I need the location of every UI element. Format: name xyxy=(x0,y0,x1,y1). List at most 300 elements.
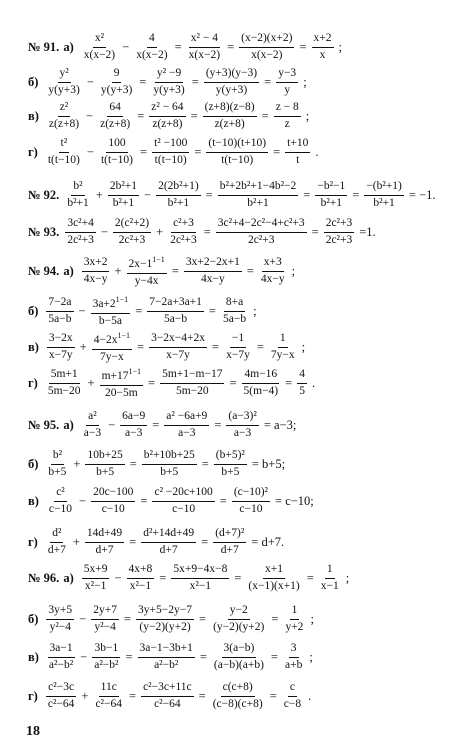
denominator: c²−64 xyxy=(154,697,181,710)
fraction xyxy=(246,563,301,594)
fraction xyxy=(149,101,185,132)
problem-number: № 93. xyxy=(28,224,60,239)
denominator: c−10 xyxy=(101,502,125,515)
numerator: t² −100 xyxy=(152,137,189,153)
numerator: z − 8 xyxy=(274,101,301,117)
denominator: b+5 xyxy=(160,465,179,478)
numerator: (a−3)² xyxy=(226,410,258,426)
denominator: d+7 xyxy=(47,543,66,556)
denominator: z(z+8) xyxy=(214,117,245,130)
operator: = xyxy=(246,264,254,279)
fraction xyxy=(98,101,132,132)
operator: = xyxy=(270,649,278,664)
numerator: c²+3 xyxy=(171,217,196,233)
fraction xyxy=(99,67,134,98)
operator: = xyxy=(139,74,147,89)
equation-row xyxy=(28,67,458,98)
operator: = xyxy=(256,340,264,355)
fraction xyxy=(85,449,124,480)
part-label: а) xyxy=(63,264,74,279)
fraction xyxy=(269,332,297,363)
numerator: (c−10)² xyxy=(232,486,270,502)
numerator: d² xyxy=(50,527,63,543)
operator: = xyxy=(159,570,167,585)
operator: + xyxy=(114,264,122,279)
numerator: c(c+8) xyxy=(221,681,255,697)
denominator: y(y+3) xyxy=(153,83,185,96)
denominator: x²−1 xyxy=(84,579,107,592)
operator: = xyxy=(203,224,211,239)
numerator: 8+a xyxy=(224,296,245,312)
operator: = xyxy=(199,649,207,664)
fraction xyxy=(82,563,110,594)
result-text: = d+7. xyxy=(251,534,285,549)
part-label: б) xyxy=(28,611,39,626)
result-text: ; xyxy=(309,649,313,664)
operator: = xyxy=(171,264,179,279)
equation-row xyxy=(28,681,458,712)
fraction xyxy=(283,642,304,673)
denominator: b²+1 xyxy=(112,196,135,209)
denominator: a²−b² xyxy=(154,658,179,671)
equation-row xyxy=(28,367,458,400)
fraction xyxy=(82,410,103,441)
numerator: 4 xyxy=(147,32,157,48)
denominator: (a−b)(a+b) xyxy=(213,658,264,671)
fraction xyxy=(82,32,117,63)
numerator: −(b²+1) xyxy=(364,180,404,196)
fraction xyxy=(226,410,258,441)
part-label: а) xyxy=(63,570,74,585)
fraction xyxy=(259,256,287,287)
fraction xyxy=(312,32,334,63)
fraction xyxy=(214,449,247,480)
result-text: ; xyxy=(253,304,257,319)
denominator: 2c²+3 xyxy=(118,233,146,246)
numerator: y² −9 xyxy=(155,67,183,83)
operator: = xyxy=(303,187,311,202)
numerator: y−2 xyxy=(228,604,250,620)
result-text: ; xyxy=(303,74,307,89)
numerator: 1 xyxy=(278,332,288,348)
numerator: (b+5)² xyxy=(214,449,247,465)
fraction xyxy=(141,681,194,712)
fraction xyxy=(82,256,110,287)
numerator: 4m−16 xyxy=(242,368,279,384)
operator: = xyxy=(264,74,272,89)
denominator: c²−64 xyxy=(95,697,122,710)
denominator: 5a−b xyxy=(48,313,72,326)
operator: = xyxy=(299,39,307,54)
result-text: ; xyxy=(338,39,342,54)
operator: − xyxy=(79,611,87,626)
denominator: y xyxy=(284,83,291,96)
denominator: 2c²+3 xyxy=(67,233,94,246)
part-label: г) xyxy=(28,144,38,159)
denominator: x−7y xyxy=(48,349,73,362)
page-number: 18 xyxy=(26,724,40,739)
numerator: c xyxy=(288,681,297,697)
fraction xyxy=(46,604,74,635)
denominator: 5(m−4) xyxy=(243,385,279,398)
operator: = xyxy=(208,304,216,319)
operator: = xyxy=(190,108,198,123)
part-label: в) xyxy=(28,493,39,508)
numerator: 9 xyxy=(112,67,122,83)
fraction xyxy=(127,563,155,594)
fraction xyxy=(46,137,82,168)
fraction xyxy=(47,101,81,132)
operator: − xyxy=(86,144,94,159)
equation-row xyxy=(28,255,458,288)
denominator: b²+1 xyxy=(247,196,269,209)
operator: = xyxy=(129,688,137,703)
denominator: x(x−2) xyxy=(251,48,283,61)
numerator: a² −6a+9 xyxy=(164,410,209,426)
numerator: −b²−1 xyxy=(315,180,347,196)
numerator: x² − 4 xyxy=(189,32,220,48)
denominator: a−3 xyxy=(83,426,102,439)
part-label: в) xyxy=(28,649,39,664)
denominator: c−10 xyxy=(172,502,196,515)
denominator: 4x−y xyxy=(83,273,108,286)
equation-row xyxy=(28,101,458,132)
operator: + xyxy=(87,376,95,391)
equation-row xyxy=(28,217,458,248)
numerator: 2y+7 xyxy=(91,604,119,620)
denominator: 2c²+3 xyxy=(247,233,275,246)
fraction xyxy=(47,332,75,363)
denominator: a²−b² xyxy=(94,658,119,671)
numerator: 2b²+1 xyxy=(108,180,139,196)
numerator: t² xyxy=(59,137,70,153)
operator: = xyxy=(306,570,314,585)
numerator: 3y+5 xyxy=(46,604,74,620)
denominator: b+5 xyxy=(48,465,67,478)
numerator: 3−2x xyxy=(47,332,75,348)
denominator: y(y+3) xyxy=(215,83,248,96)
numerator: 5x+9−4x−8 xyxy=(171,563,229,579)
numerator: (d+7)² xyxy=(213,527,246,543)
fraction xyxy=(324,217,355,248)
numerator: 3x+2−2x+1 xyxy=(184,256,242,272)
fraction xyxy=(136,604,194,635)
operator: = xyxy=(212,340,220,355)
numerator: 3y+5−2y−7 xyxy=(136,604,194,620)
denominator: y(y+3) xyxy=(48,83,80,96)
equation-row xyxy=(28,604,458,635)
operator: = xyxy=(199,611,207,626)
result-text: . xyxy=(308,688,312,703)
part-label: б) xyxy=(28,456,39,471)
operator: = xyxy=(152,417,160,432)
fraction xyxy=(142,449,197,480)
numerator: (x−2)(x+2) xyxy=(239,32,294,48)
denominator: 2c²+3 xyxy=(325,233,353,246)
equation-row xyxy=(28,486,458,517)
fraction xyxy=(274,101,301,132)
fraction xyxy=(211,681,265,712)
operator: = xyxy=(140,144,148,159)
operator: − xyxy=(79,493,87,508)
fraction xyxy=(46,296,73,327)
numerator: y−3 xyxy=(276,67,298,83)
fraction xyxy=(85,527,124,558)
denominator: 7y−x xyxy=(99,350,124,363)
numerator: x+2 xyxy=(312,32,334,48)
denominator: a+b xyxy=(284,658,303,671)
operator: = xyxy=(129,456,137,471)
equation-row xyxy=(28,563,458,594)
operator: = xyxy=(140,493,148,508)
operator: = xyxy=(123,611,132,626)
fraction xyxy=(113,217,151,248)
fraction xyxy=(285,137,310,168)
part-label: б) xyxy=(28,304,39,319)
equation-row xyxy=(28,410,458,441)
numerator: b² xyxy=(51,449,64,465)
result-text: ; xyxy=(305,108,310,123)
numerator: 3(a−b) xyxy=(222,642,257,658)
denominator: d+7 xyxy=(95,543,114,556)
operator: = xyxy=(135,304,143,319)
fraction xyxy=(91,604,119,635)
operator: − xyxy=(78,304,86,319)
result-text: = −1. xyxy=(408,187,436,202)
problem-number: № 94. xyxy=(28,264,60,279)
denominator: b²+1 xyxy=(373,196,395,209)
operator: + xyxy=(79,340,87,355)
result-text: ; xyxy=(291,264,296,279)
denominator: 4x−y xyxy=(200,273,225,286)
operator: − xyxy=(86,74,94,89)
operator: − xyxy=(80,649,88,664)
fraction xyxy=(46,681,77,712)
fraction xyxy=(187,32,222,63)
denominator: z(z+8) xyxy=(48,117,80,130)
fraction xyxy=(171,563,229,594)
operator: − xyxy=(114,570,122,585)
denominator: y²−4 xyxy=(49,620,72,633)
numerator: $m+17^{1-1}$ xyxy=(100,367,143,386)
denominator: 5 xyxy=(299,385,305,398)
numerator: 3b−1 xyxy=(92,642,120,658)
numerator: c²−3c+11c xyxy=(141,681,194,697)
operator: = xyxy=(229,376,237,391)
operator: − xyxy=(86,108,94,123)
numerator: 11c xyxy=(99,681,119,697)
fraction xyxy=(149,332,207,363)
fraction xyxy=(47,642,75,673)
numerator: $2x-1^{1-1}$ xyxy=(127,255,167,274)
numerator: 3 xyxy=(289,642,299,658)
numerator: z² xyxy=(58,101,71,117)
numerator: 3−2x−4+2x xyxy=(149,332,207,348)
result-text: ; xyxy=(310,611,314,626)
numerator: 3a−1−3b+1 xyxy=(138,642,195,658)
operator: − xyxy=(122,39,130,54)
equation-row xyxy=(28,32,458,63)
fraction xyxy=(108,180,139,211)
fraction xyxy=(152,486,214,517)
fraction xyxy=(364,180,404,211)
denominator: t(t−10) xyxy=(47,153,80,166)
operator: + xyxy=(95,187,103,202)
fraction xyxy=(127,255,167,288)
fraction xyxy=(239,32,294,63)
fraction xyxy=(206,137,268,168)
fraction xyxy=(218,180,299,211)
operator: = xyxy=(174,39,182,54)
fraction xyxy=(213,527,246,558)
operator: + xyxy=(72,534,80,549)
numerator: 20c−100 xyxy=(91,486,135,502)
result-text: = b+5; xyxy=(251,456,286,471)
denominator: t(t−10) xyxy=(100,153,133,166)
numerator: x² xyxy=(93,32,106,48)
operator: = xyxy=(352,187,360,202)
denominator: t(t−10) xyxy=(154,153,187,166)
numerator: a² xyxy=(86,410,99,426)
fraction xyxy=(315,180,347,211)
numerator: d²+14d+49 xyxy=(141,527,196,543)
problem-number: № 91. xyxy=(28,39,60,54)
numerator: $4-2x^{1-1}$ xyxy=(92,331,132,350)
numerator: 3c²+4−2c²−4+c²+3 xyxy=(216,217,307,233)
denominator: 5m−20 xyxy=(47,385,81,398)
fraction xyxy=(120,410,147,441)
denominator: a−3 xyxy=(178,426,196,439)
operator: + xyxy=(156,224,164,239)
fraction xyxy=(65,217,96,248)
numerator: 1 xyxy=(325,563,335,579)
denominator: c−10 xyxy=(239,502,263,515)
fraction xyxy=(151,67,186,98)
equation-row xyxy=(28,180,458,211)
denominator: y(y+3) xyxy=(100,83,133,96)
fraction xyxy=(93,681,124,712)
operator: = xyxy=(227,39,235,54)
numerator: (t−10)(t+10) xyxy=(206,137,268,153)
fraction xyxy=(147,296,204,327)
equation-row xyxy=(28,527,458,558)
denominator: c−8 xyxy=(283,697,302,710)
denominator: b+5 xyxy=(221,465,240,478)
fraction xyxy=(212,642,266,673)
equation-row xyxy=(28,295,458,328)
denominator: (y−2)(y+2) xyxy=(213,620,265,633)
denominator: 4x−y xyxy=(260,273,285,286)
part-label: а) xyxy=(63,417,74,432)
numerator: 3x+2 xyxy=(82,256,110,272)
result-text: . xyxy=(315,144,319,159)
operator: = xyxy=(125,649,133,664)
denominator: b−5a xyxy=(98,314,122,327)
denominator: d+7 xyxy=(220,543,239,556)
operator: + xyxy=(73,456,81,471)
operator: + xyxy=(81,688,89,703)
denominator: c²−64 xyxy=(47,697,75,710)
denominator: 5a−b xyxy=(164,313,188,326)
fraction xyxy=(46,67,81,98)
operator: = xyxy=(311,224,319,239)
fraction xyxy=(134,32,169,63)
numerator: 10b+25 xyxy=(85,449,124,465)
denominator: x−7y xyxy=(166,349,190,362)
numerator: t+10 xyxy=(285,137,310,153)
denominator: b+5 xyxy=(96,465,115,478)
fraction xyxy=(141,527,196,558)
numerator: 4x+8 xyxy=(127,563,155,579)
operator: = xyxy=(194,144,202,159)
result-text: ; xyxy=(345,570,350,585)
numerator: 7−2a+3a+1 xyxy=(147,296,204,312)
denominator: a²−b² xyxy=(48,658,74,671)
result-text: = c−10; xyxy=(275,493,314,508)
operator: = xyxy=(201,456,209,471)
numerator: 5m+1 xyxy=(49,368,80,384)
fraction xyxy=(46,449,68,480)
fraction xyxy=(92,331,132,364)
fraction xyxy=(91,295,131,328)
numerator: 7−2a xyxy=(46,296,73,312)
numerator: $3a+2^{1-1}$ xyxy=(91,295,131,314)
denominator: 20−5m xyxy=(104,386,138,399)
denominator: d+7 xyxy=(159,543,178,556)
denominator: (y−2)(y+2) xyxy=(139,620,191,633)
fraction xyxy=(211,604,266,635)
part-label: а) xyxy=(63,39,74,54)
numerator: b² xyxy=(71,180,84,196)
numerator: c²−3c xyxy=(46,681,76,697)
operator: = xyxy=(285,376,293,391)
numerator: y² xyxy=(58,67,71,83)
numerator: (y+3)(y−3) xyxy=(204,67,259,83)
fraction xyxy=(221,296,248,327)
denominator: b²+1 xyxy=(167,196,190,209)
denominator: 7y−x xyxy=(270,349,295,362)
denominator: 2c²+3 xyxy=(170,233,197,246)
numerator: z² − 64 xyxy=(149,101,185,117)
denominator: z xyxy=(284,117,290,130)
numerator: b²+2b²+1−4b²−2 xyxy=(218,180,299,196)
fraction xyxy=(276,67,298,98)
fraction xyxy=(100,367,143,400)
operator: = xyxy=(234,570,242,585)
fraction xyxy=(203,101,257,132)
fraction xyxy=(297,368,307,399)
numerator: 6a−9 xyxy=(120,410,147,426)
operator: = xyxy=(129,534,137,549)
problem-number: № 92. xyxy=(28,187,60,202)
operator: = xyxy=(191,74,199,89)
operator: = xyxy=(271,611,279,626)
fraction xyxy=(282,681,303,712)
numerator: −1 xyxy=(230,332,246,348)
operator: = xyxy=(198,688,206,703)
result-text: ; xyxy=(301,340,306,355)
fraction xyxy=(168,217,199,248)
denominator: 5m−20 xyxy=(175,385,209,398)
problem-number: № 96. xyxy=(28,570,60,585)
fraction xyxy=(65,180,90,211)
numerator: 3a−1 xyxy=(48,642,75,658)
numerator: x+3 xyxy=(262,256,284,272)
part-label: г) xyxy=(28,688,38,703)
fraction xyxy=(138,642,195,673)
part-label: в) xyxy=(28,108,39,123)
numerator: 3c²+4 xyxy=(65,217,96,233)
